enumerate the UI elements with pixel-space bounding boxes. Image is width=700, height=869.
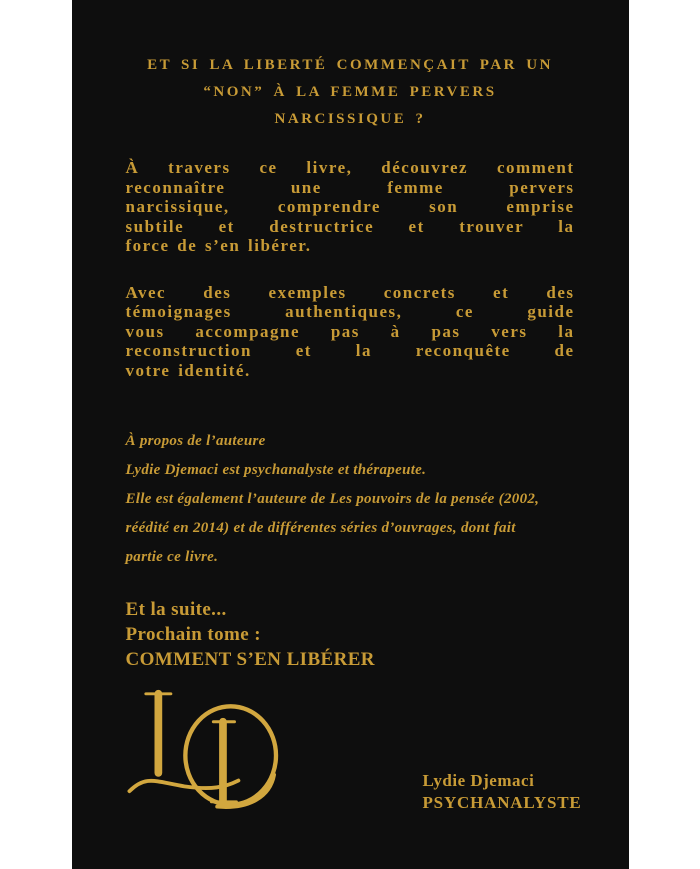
text-line: “NON” À LA FEMME PERVERS — [203, 84, 497, 100]
text-line: COMMENT S’EN LIBÉRER — [125, 649, 375, 670]
book-back-cover — [72, 0, 629, 869]
author-profession: PSYCHANALYSTE — [422, 793, 582, 812]
about-author-section — [126, 427, 575, 572]
text-line: NARCISSIQUE ? — [274, 111, 426, 127]
text-line: reconstruction et la reconquête de — [125, 341, 575, 360]
next-tome-section — [126, 597, 575, 672]
text-line: À travers ce livre, découvrez comment — [125, 158, 575, 177]
text-line: force de s’en libérer. — [125, 236, 312, 255]
text-line: Avec des exemples concrets et des — [125, 282, 575, 302]
text-line: partie ce livre. — [125, 549, 219, 565]
author-signature — [423, 770, 582, 814]
text-line: narcissique, comprendre son emprise — [125, 197, 575, 216]
ld-monogram-logo — [126, 688, 291, 823]
synopsis-paragraph-2 — [126, 283, 575, 381]
text-line: Elle est également l’auteure de Les pouvoirs de la pensée (2002, — [125, 491, 540, 507]
headline — [126, 52, 575, 133]
text-line: reconnaître une femme pervers — [125, 177, 575, 197]
text-line: Prochain tome : — [125, 624, 261, 645]
text-line: ET SI LA LIBERTÉ COMMENÇAIT PAR UN — [147, 57, 553, 73]
text-line: Lydie Djemaci est psychanalyste et thérapeute. — [125, 462, 427, 478]
text-line: subtile et destructrice et trouver la — [125, 216, 575, 236]
text-line: réédité en 2014) et de différentes séries d’ouvrages, dont fait — [125, 520, 516, 536]
text-line: témoignages authentiques, ce guide — [125, 302, 575, 321]
text-line: vous accompagne pas à pas vers la — [125, 321, 575, 341]
text-line: votre identité. — [125, 360, 251, 380]
text-line: Et la suite... — [125, 599, 227, 620]
synopsis-paragraph-1 — [126, 158, 575, 256]
text-line: À propos de l’auteure — [125, 433, 266, 449]
footer — [126, 688, 582, 823]
author-name: Lydie Djemaci — [422, 771, 535, 790]
